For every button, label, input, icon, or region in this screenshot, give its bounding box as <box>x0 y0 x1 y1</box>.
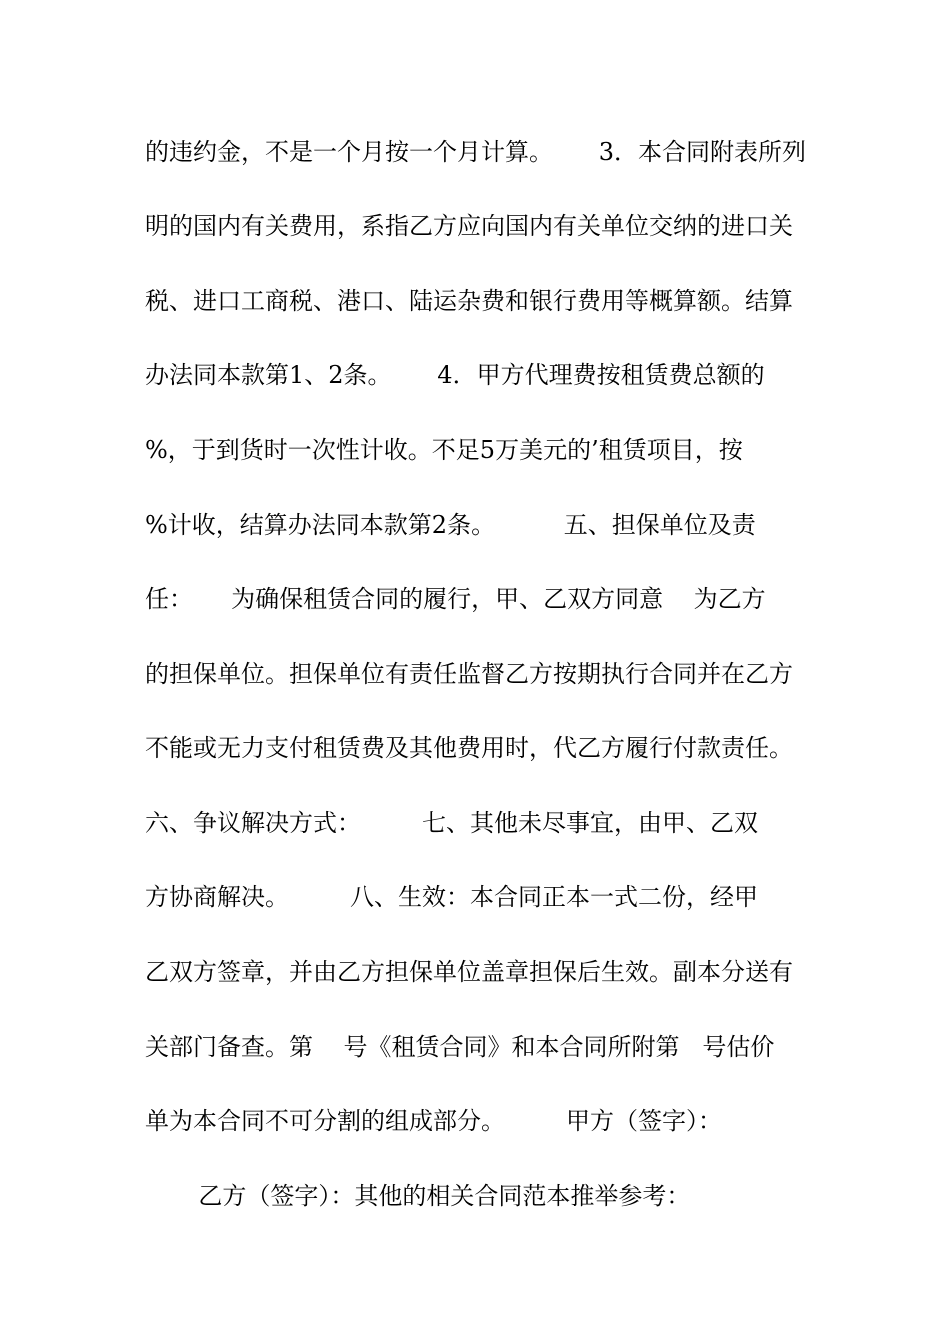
body-text-line: 任： 为确保租赁合同的履行，甲、乙双方同意 为乙方 <box>145 585 766 613</box>
body-text-line: %，于到货时一次性计收。不足5万美元的’租赁项目，按 <box>145 436 743 464</box>
body-text-line: 的担保单位。担保单位有责任监督乙方按期执行合同并在乙方 <box>145 660 793 688</box>
body-text-line: 的违约金，不是一个月按一个月计算。 3．本合同附表所列 <box>145 138 807 166</box>
body-text-line: 六、争议解决方式： 七、其他未尽事宜，由甲、乙双 <box>145 809 759 837</box>
body-text-line: 税、进口工商税、港口、陆运杂费和银行费用等概算额。结算 <box>145 287 793 315</box>
signature-line-party-a: 单为本合同不可分割的组成部分。 甲方（签字）： <box>145 1107 723 1135</box>
body-text-line: 不能或无力支付租赁费及其他费用时，代乙方履行付款责任。 <box>145 734 793 762</box>
body-text-line: 办法同本款第1、2条。 4．甲方代理费按租赁费总额的 <box>145 361 765 389</box>
body-text-line: 方协商解决。 八、生效：本合同正本一式二份，经甲 <box>145 883 759 911</box>
body-text-line: 乙双方签章，并由乙方担保单位盖章担保后生效。副本分送有 <box>145 958 793 986</box>
signature-line-party-b: 乙方（签字）：其他的相关合同范本推举参考： <box>145 1182 691 1210</box>
body-text-line: 关部门备查。第 号《租赁合同》和本合同所附第 号估价 <box>145 1033 775 1061</box>
body-text-line: 明的国内有关费用，系指乙方应向国内有关单位交纳的进口关 <box>145 212 793 240</box>
body-text-line: %计收，结算办法同本款第2条。 五、担保单位及责 <box>145 511 756 539</box>
